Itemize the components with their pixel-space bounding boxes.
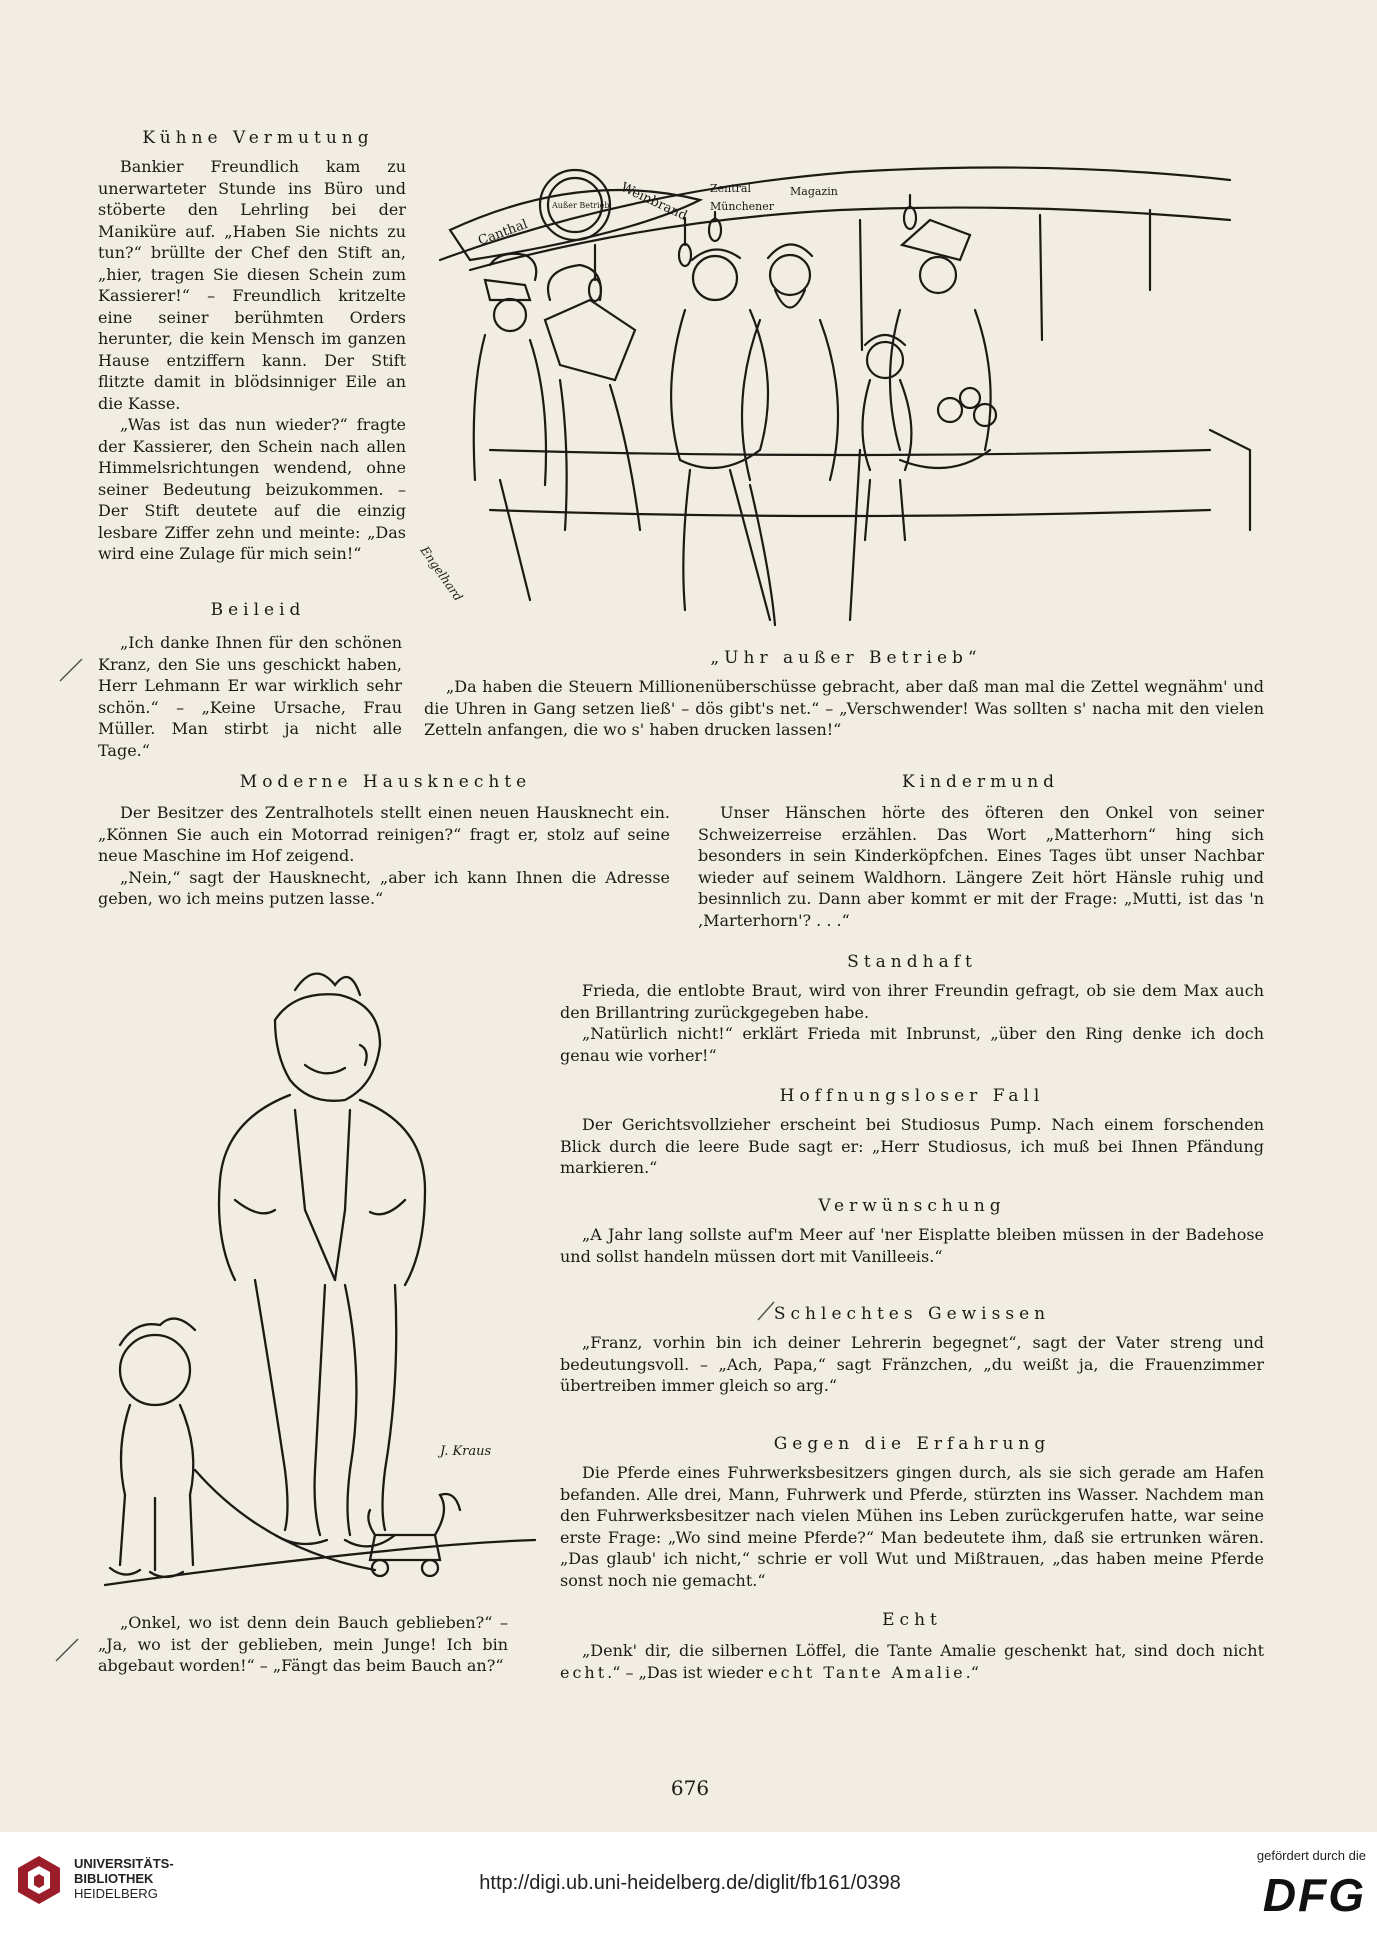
paragraph: Bankier Freundlich kam zu unerwarteter Stunde ins Büro und stöberte den Lehrling bei der Maniküre auf. „Haben Sie nichts zu tun?“ brüllte der Chef den Stift an, „hier, tragen Sie diesen Schein zum Kassierer!“ – Freundlich kritzelte eine seiner berühmten Orders herunter, die kein Mensch im ganzen Hause entziffern kann. Der Stift flitzte damit in blödsinniger Eile an die Kasse.: [98, 157, 406, 413]
library-logo-icon: [14, 1852, 64, 1908]
paragraph: Frieda, die entlobte Braut, wird von ihrer Freundin gefragt, ob sie dem Max auch den Brillantring zurückgegeben habe.: [560, 981, 1264, 1022]
heading-moderne-hausknechte: Moderne Hausknechte: [239, 772, 532, 792]
library-name: [74, 1856, 174, 1901]
text-run: .“ – „Das ist wieder: [607, 1662, 769, 1682]
story-moderne-hausknechte: [98, 802, 670, 910]
heading-kuehne-vermutung: Kühne Vermutung: [142, 128, 374, 148]
caption-uhr-ausser-betrieb: [424, 676, 1264, 741]
artist-signature: J. Kraus: [440, 1444, 492, 1459]
paragraph: Unser Hänschen hörte des öfteren den Onkel von seiner Schweizerreise erzählen. Das Wort „Matterhorn“ hing sich besonders in sein Kinderköpfchen. Eines Tages übt unser Nachbar wieder auf seinem Waldhorn. Längere Zeit hört Hänsle ruhig und besinnlich zu. Dann aber kommt er mit der Frage: „Mutti, ist das 'n ‚Marterhorn'? . . .“: [698, 803, 1264, 930]
heading-kindermund: Kindermund: [901, 772, 1060, 792]
digitization-footer: [0, 1832, 1377, 1934]
sign-text: Außer Betrieb: [552, 201, 610, 210]
paragraph: „Nein,“ sagt der Hausknecht, „aber ich kann Ihnen die Adresse geben, wo ich meins putzen lasse.“: [98, 867, 670, 908]
story-kuehne-vermutung: [98, 156, 406, 565]
library-name-line: HEIDELBERG: [74, 1886, 158, 1901]
sign-text: Weinbrand: [618, 180, 690, 224]
sign-text: Zentral: [710, 182, 751, 195]
heading-uhr-ausser-betrieb: „Uhr außer Betrieb“: [710, 648, 982, 668]
sign-text: Canthal: [476, 217, 530, 249]
emphasis-echt: echt: [560, 1662, 608, 1682]
margin-pencil-mark: [56, 655, 86, 685]
sign-text: Magazin: [790, 185, 838, 198]
story-kindermund: [698, 802, 1264, 931]
heading-schlechtes-gewissen: Schlechtes Gewissen: [773, 1304, 1051, 1324]
paragraph: „Natürlich nicht!“ erklärt Frieda mit Inbrunst, „über den Ring denke ich doch genau wie vorher!“: [560, 1024, 1264, 1065]
artist-signature: Engelhard: [417, 543, 466, 604]
caption-bauch: [98, 1612, 508, 1677]
heading-echt: Echt: [882, 1610, 942, 1630]
library-name-line: UNIVERSITÄTS-: [74, 1856, 174, 1871]
paragraph: Der Gerichtsvollzieher erscheint bei Studiosus Pump. Nach einem forschenden Blick durch die leere Bude sagt er: „Herr Studiosus, ich muß bei Ihnen Pfändung markieren.“: [560, 1115, 1264, 1177]
heading-verwuenschung: Verwünschung: [818, 1196, 1006, 1216]
paragraph: „Da haben die Steuern Millionenüberschüsse gebracht, aber daß man mal die Zettel wegnähm' und die Uhren in Gang setzen ließ' – dös gibt's net.“ – „Verschwender! Was sollten s' nacha mit den vielen Zetteln anfangen, die wo s' haben drucken lassen!“: [424, 677, 1264, 739]
paragraph: [560, 1640, 1264, 1683]
heading-beileid: Beileid: [210, 600, 306, 620]
sign-text: Münchener: [710, 200, 775, 213]
uncle-and-boy-illustration: [95, 950, 540, 1595]
emphasis-echt-tante-amalie: echt Tante Amalie: [768, 1662, 966, 1682]
margin-pencil-mark: [752, 1298, 780, 1326]
story-gegen-die-erfahrung: [560, 1462, 1264, 1591]
story-verwuenschung: [560, 1224, 1264, 1267]
heading-standhaft: Standhaft: [847, 952, 977, 972]
dfg-logo: DFG: [1262, 1869, 1366, 1921]
heading-hoffnungsloser-fall: Hoffnungsloser Fall: [779, 1086, 1045, 1106]
funded-by-text: gefördert durch die: [1256, 1848, 1366, 1863]
paragraph: Der Besitzer des Zentralhotels stellt einen neuen Hausknecht ein. „Können Sie auch ein Motorrad reinigen?“ fragt er, stolz auf seine neue Maschine im Hof zeigend.: [98, 803, 670, 865]
story-schlechtes-gewissen: [560, 1332, 1264, 1397]
story-standhaft: [560, 980, 1264, 1066]
text-run: „Denk' dir, die silbernen Löffel, die Tante Amalie geschenkt hat, sind doch nicht: [582, 1641, 1264, 1660]
paragraph: „A Jahr lang sollste auf'm Meer auf 'ner Eisplatte bleiben müssen in der Badehose und sollst handeln müssen dort mit Vanilleeis.“: [560, 1225, 1264, 1266]
paragraph: „Ich danke Ihnen für den schönen Kranz, den Sie uns geschickt haben, Herr Lehmann Er war wirklich sehr schön.“ – „Keine Ursache, Frau Müller. Man stirbt ja nicht alle Tage.“: [98, 633, 402, 760]
page-number: 676: [670, 1776, 710, 1800]
margin-pencil-mark: [52, 1635, 82, 1665]
library-name-line: BIBLIOTHEK: [74, 1871, 154, 1886]
story-hoffnungsloser-fall: [560, 1114, 1264, 1179]
story-echt: [560, 1640, 1264, 1683]
text-run: .“: [965, 1662, 979, 1682]
story-beileid: [98, 632, 402, 761]
tram-illustration: [417, 150, 1262, 630]
heading-gegen-die-erfahrung: Gegen die Erfahrung: [773, 1434, 1051, 1454]
source-url-link[interactable]: http://digi.ub.uni-heidelberg.de/diglit/fb161/0398: [479, 1872, 901, 1894]
paragraph: „Franz, vorhin bin ich deiner Lehrerin begegnet“, sagt der Vater streng und bedeutungsvoll. – „Ach, Papa,“ sagt Fränzchen, „du weißt ja, die Frauenzimmer übertreiben immer gleich so arg.“: [560, 1333, 1264, 1395]
paragraph: „Onkel, wo ist denn dein Bauch geblieben?“ – „Ja, wo ist der geblieben, mein Junge! Ich bin abgebaut worden!“ – „Fängt das beim Bauch an?“: [98, 1613, 508, 1675]
paragraph: „Was ist das nun wieder?“ fragte der Kassierer, den Schein nach allen Himmelsrichtungen wendend, ohne seiner Bedeutung beizukommen. – Der Stift deutete auf die einzig lesbare Ziffer zehn und meinte: „Das wird eine Zulage für mich sein!“: [98, 415, 406, 563]
paragraph: Die Pferde eines Fuhrwerksbesitzers gingen durch, als sie sich gerade am Hafen befanden. Alle drei, Mann, Fuhrwerk und Pferde, stürzten ins Wasser. Nachdem man den Fuhrwerksbesitzer nach vielen Mühen ins Leben zurückgerufen hatte, war seine erste Frage: „Wo sind meine Pferde?“ Man bedeutete ihm, daß sie ertrunken wären. „Das glaub' ich nicht,“ schrie er voll Wut und Mißtrauen, „das haben meine Pferde sonst noch nie gemacht.“: [560, 1463, 1264, 1590]
